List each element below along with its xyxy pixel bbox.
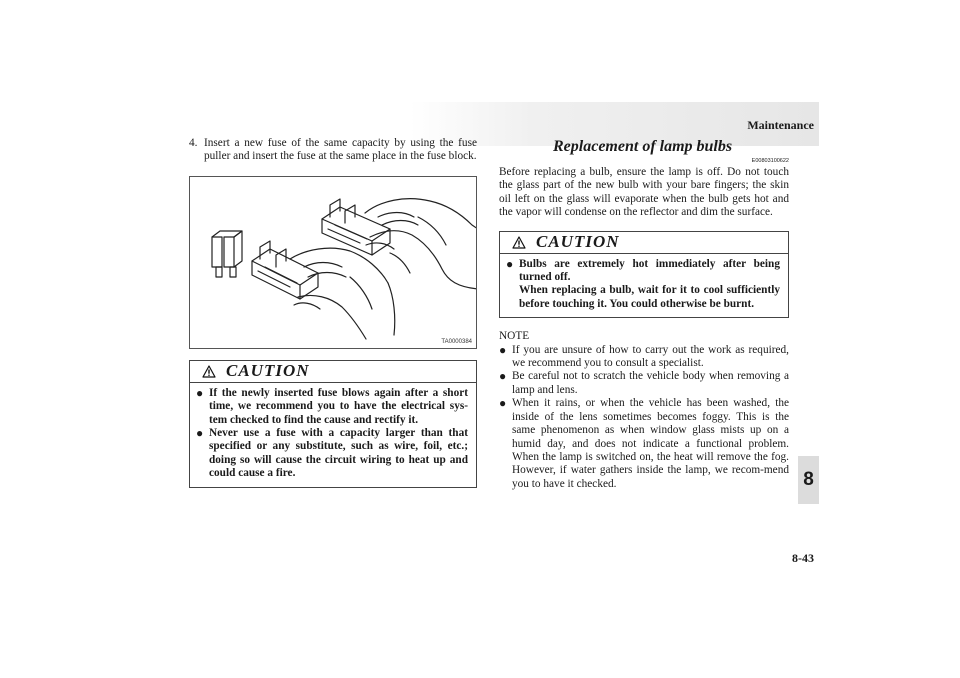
chapter-tab (798, 456, 819, 504)
step-text: Insert a new fuse of the same capacity by using the fuse puller and insert the fuse at the same place in the fuse block. (204, 137, 477, 163)
page-number: 8-43 (792, 551, 814, 565)
caution-item: ● Bulbs are extremely hot immediately after being turned off. When replacing a bulb, wait for it to cool sufficiently before touching it. You could otherwise be burnt. (506, 256, 780, 310)
caution-list (500, 258, 788, 312)
bullet-icon: ● (499, 342, 507, 357)
warning-triangle-icon (202, 365, 216, 378)
left-column (189, 137, 477, 488)
section-heading: Replacement of lamp bulbs (553, 138, 733, 155)
chapter-number: 8 (803, 469, 814, 490)
caution-header (500, 232, 788, 254)
step-number: 4. (189, 137, 198, 149)
fuse-puller-hands-icon (190, 177, 477, 349)
section-title: Maintenance (747, 118, 814, 132)
caution-title: CAUTION (536, 232, 620, 252)
bullet-icon: ● (499, 369, 507, 384)
heading-code: E00803100622 (751, 158, 789, 164)
step-4 (189, 137, 477, 164)
warning-triangle-icon (512, 236, 526, 249)
caution-box-bulb (499, 231, 789, 319)
intro-paragraph: Before replacing a bulb, ensure the lamp is off. Do not touch the glass part of the new bulb with your bare fingers; the skin oil left on the glass will evaporate when the bulb gets hot and the vapor will condense on the reflector and dim the surface. (499, 166, 789, 219)
caution-item: ● If the newly inserted fuse blows again after a short time, we recommend you to have the electrical sys-tem checked to find the cause and rectify it. (196, 385, 468, 426)
caution-item: ● Never use a fuse with a capacity larger than that specified or any substitute, such as wire, foil, etc.; doing so will cause the circuit wiring to heat up and could cause a fire. (196, 426, 468, 480)
note-item: ● If you are unsure of how to carry out the work as required, we recommend you to consult a specialist. (499, 342, 789, 370)
bullet-icon: ● (506, 256, 514, 271)
bullet-icon: ● (196, 385, 204, 400)
bullet-icon: ● (196, 426, 204, 441)
note-item: ● Be careful not to scratch the vehicle body when removing a lamp and lens. (499, 369, 789, 396)
bullet-icon: ● (499, 396, 507, 411)
note-item: ● When it rains, or when the vehicle has been washed, the inside of the lens sometimes becomes foggy. This is the same phenomenon as when window glass mists up on a humid day, and does not indicate a functional problem. When the lamp is switched on, the heat will remove the fog. However, if water gathers inside the lamp, we recom-mend you to have it checked. (499, 396, 789, 490)
figure-code: TA0000384 (441, 338, 472, 345)
right-column (499, 137, 789, 491)
caution-list (190, 387, 476, 481)
note-list (499, 344, 789, 491)
note-label: NOTE (499, 330, 530, 343)
caution-title: CAUTION (226, 361, 310, 381)
caution-header (190, 361, 476, 383)
caution-box-fuse (189, 360, 477, 488)
fuse-illustration (189, 176, 477, 349)
